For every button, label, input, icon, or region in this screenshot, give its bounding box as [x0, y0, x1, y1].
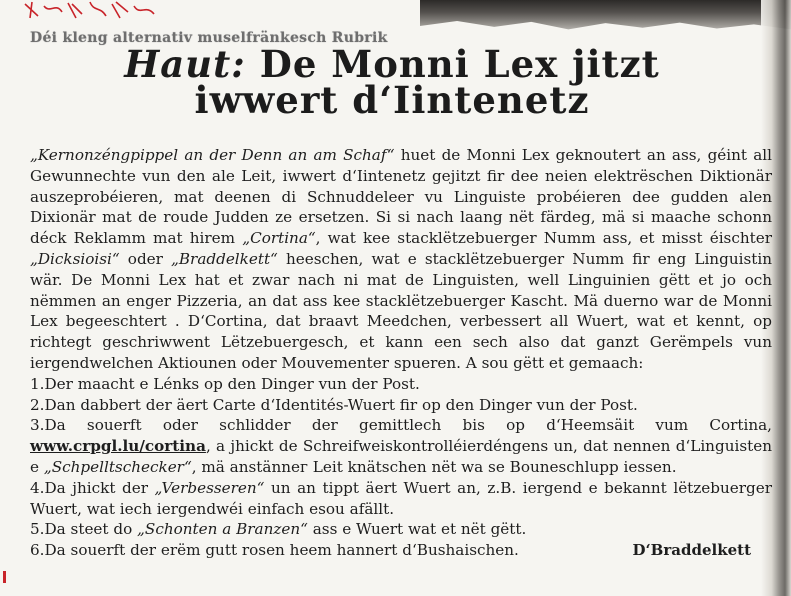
text-run: , wat kee stacklëtzebuerger Numm ass, et misst éischter [315, 229, 772, 248]
instruction-step [30, 374, 772, 395]
headline [32, 42, 752, 122]
instruction-step [30, 519, 772, 540]
text-run: 1.Der maacht e Lénks op den Dinger vun der Post. [30, 374, 420, 393]
quoted-term: „Cortina“ [242, 229, 316, 248]
author-signature: D‘Braddelkett [632, 541, 751, 559]
quoted-term: „Braddelkett“ [171, 249, 278, 268]
text-run: 6.Da souerft der erëm gutt rosen heem hannert d‘Bushaischen. [30, 541, 519, 560]
headline-line1-rest: De Monni Lex jitzt [259, 42, 660, 86]
text-run: huet de Monni Lex geknoutert an ass, géint all Gewunnechte vun den ale Leit, iwwert d‘Iintenetz gejitzt fir dee neien elektrëschen Diktionär auszeprobéieren, mat deenen di Schnuddeleer vu Linguiste probéieren dee gudden alen Dixionär mat de roude Judden ze ersetzen. Si si nach laang nët färdeg, mä si maache schonn déck Reklamm mat hirem [30, 146, 772, 248]
instruction-steps [30, 374, 772, 561]
text-run: 5.Da steet do [30, 520, 138, 539]
text-run: 3.Da souerft oder schlidder der gemittlech bis op d‘Heemsäit vum Cortina, [30, 416, 772, 435]
headline-line-2: iwwert d‘Iintenetz [194, 78, 590, 122]
headline-lead: Haut: [124, 42, 246, 86]
quoted-term: „Verbesseren“ [154, 478, 265, 497]
text-run: , mä anstännег Leit knätschen nët wa se Bouneschlupp iessen. [191, 457, 677, 476]
text-run: heeschen, wat e stacklëtzebuerger Numm fir eng Linguistin wär. De Monni Lex hat et zwar nach ni mat de Linguisten, well Linguinien gëtt et jo och nëmmen an enger Pizzeria, an dat ass kee stacklëtzebuerger Kascht. Mä duerno war de Monni Lex begeeschtert . D‘Cortina, dat braavt Meedchen, verbessert all Wuert, wat et kennt, op richtegt geschriwwent Lëtzebuergesch, et kann een sech also dat ganzt Gerëmpels vun iergendwelchen Aktiounen oder Mouvementer spueren. A sou gëtt et gemaach: [30, 249, 772, 372]
text-run: , a jhickt de Schreifweiskontrolléierdéngens un, dat nennen d‘Linguisten e [30, 437, 772, 476]
quoted-term: „Schonten a Branzen“ [137, 520, 308, 539]
text-run: oder [119, 249, 172, 268]
red-margin-mark [3, 571, 6, 583]
cortina-link[interactable]: www.crpgl.lu/cortina [30, 437, 206, 456]
red-ink-decoration [20, 0, 160, 22]
quoted-term: „Schpelltschecker“ [43, 457, 192, 476]
instruction-step [30, 478, 772, 520]
headline-line-1 [32, 42, 752, 86]
quoted-term: „Kernonzéngpippel an der Denn an am Schaf“ [30, 146, 395, 164]
column-rubric: Déi kleng alternativ muselfränkesch Rubrik [30, 30, 388, 46]
text-run: 2.Dan dabbert der äert Carte d‘Identités-Wuert fir op den Dinger vun der Post. [30, 395, 638, 414]
quoted-term: „Dicksioisi“ [30, 249, 120, 268]
article-body [30, 145, 772, 561]
instruction-step [30, 395, 772, 416]
text-run: ass e Wuert wat et nët gëtt. [307, 520, 527, 539]
text-run: 4.Da jhickt der [30, 478, 155, 497]
instruction-step [30, 415, 772, 477]
text-run: un an tippt äert Wuert an, z.B. iergend e bekannt lëtzebuerger Wuert, wat iech iergendwéi einfach esou afällt. [30, 478, 772, 518]
article-intro-paragraph [30, 145, 772, 374]
